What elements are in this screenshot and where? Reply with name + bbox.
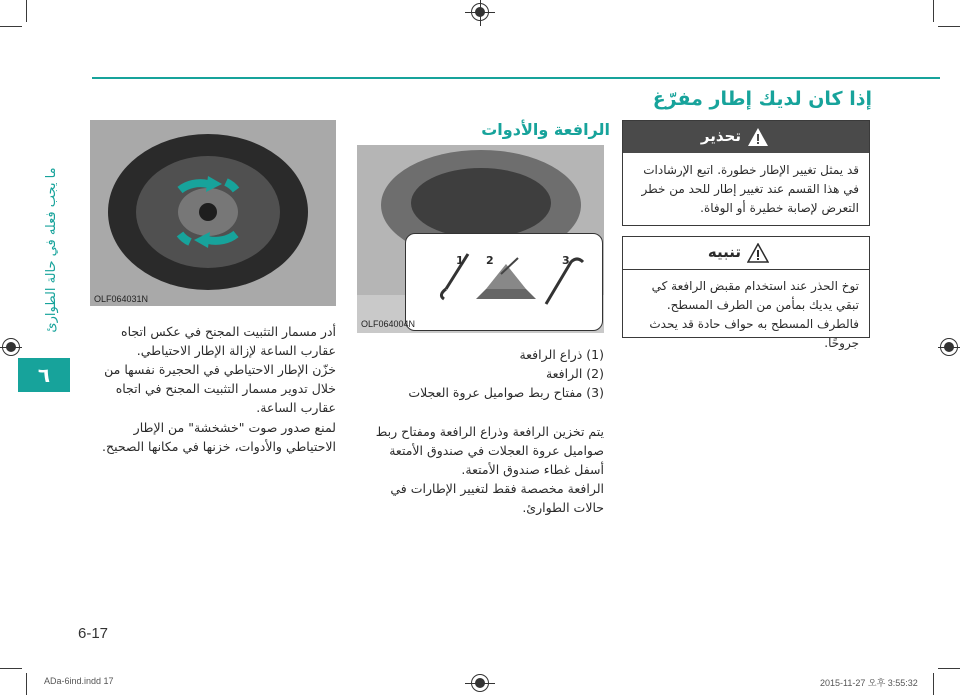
- registration-mark: [940, 338, 958, 356]
- warning-icon: [747, 127, 769, 147]
- tool-item: (1) ذراع الرافعة: [519, 347, 604, 362]
- spare-tire-photo: [90, 120, 336, 306]
- crop-mark: [933, 673, 934, 695]
- registration-mark: [2, 338, 20, 356]
- rattle-paragraph: لمنع صدور صوت "خشخشة" من الإطار الاحتياطي والأدوات، خزنها في مكانها الصحيح.: [102, 420, 336, 454]
- warning-header: [623, 121, 869, 153]
- footer-timestamp: 2015-11-27 오후 3:55:32: [820, 678, 918, 688]
- tools-paragraph: يتم تخزين الرافعة وذراع الرافعة ومفتاح ربط صواميل عروة العجلات في صندوق الأمتعة أسفل غطاء صندوق الأمتعة.: [375, 424, 604, 477]
- crop-mark: [938, 668, 960, 669]
- caution-header: [623, 237, 869, 270]
- store-spare-paragraph: خزّن الإطار الاحتياطي في الحجيرة نفسها من خلال تدوير مسمار التثبيت المجنح في اتجاه عقارب الساعة.: [104, 362, 336, 415]
- footer-file-name: ADa-6ind.indd 17: [44, 676, 114, 686]
- chapter-tab: [18, 358, 70, 392]
- tools-title: الرافعة والأدوات: [481, 120, 610, 139]
- chapter-number: ٦: [37, 363, 51, 387]
- caution-text: توخ الحذر عند استخدام مقبض الرافعة كي تبقي يديك بمأمن من الطرف المسطح. فالطرف المسطح به حواف حادة قد يحدث جروحًا.: [649, 279, 859, 350]
- crop-mark: [933, 0, 934, 22]
- page-number: 6-17: [78, 625, 109, 642]
- warning-box: [622, 120, 870, 226]
- jack-tools-photo: [357, 145, 604, 333]
- crop-mark: [0, 26, 22, 27]
- crop-mark: [26, 0, 27, 22]
- crop-mark: [0, 668, 22, 669]
- caution-label: تنبيه: [707, 243, 741, 261]
- tools-paragraph: الرافعة مخصصة فقط لتغيير الإطارات في حالات الطوارئ.: [390, 481, 604, 515]
- callout-1: 1: [456, 254, 464, 267]
- warning-label: تحذير: [700, 127, 741, 145]
- header-rule: [92, 77, 940, 79]
- crop-mark: [938, 26, 960, 27]
- registration-mark: [471, 3, 489, 21]
- crop-mark: [26, 673, 27, 695]
- tools-inset: [405, 233, 603, 331]
- tool-item: (2) الرافعة: [545, 366, 604, 381]
- section-title: إذا كان لديك إطار مفرّغ: [652, 88, 872, 110]
- chapter-side-title: ما يجب فعله في حالة الطوارئ: [44, 167, 59, 333]
- photo-code: OLF064031N: [94, 294, 149, 304]
- callout-3: 3: [562, 254, 570, 267]
- registration-mark: [471, 674, 489, 692]
- remove-spare-paragraph: أدر مسمار التثبيت المجنح في عكس اتجاه عقارب الساعة لإزالة الإطار الاحتياطي.: [121, 324, 336, 358]
- photo-code: OLF064004N: [361, 319, 416, 329]
- jack-tools-drawing: [406, 234, 602, 330]
- warning-text: قد يمثل تغيير الإطار خطورة. اتبع الإرشادات في هذا القسم عند تغيير إطار للحد من خطر التعرض لإصابة خطيرة أو الوفاة.: [641, 163, 859, 215]
- tool-item: (3) مفتاح ربط صواميل عروة العجلات: [408, 385, 604, 400]
- caution-icon: [747, 243, 769, 263]
- caution-box: [622, 236, 870, 350]
- spare-tire-illustration: [90, 120, 336, 306]
- callout-2: 2: [486, 254, 494, 267]
